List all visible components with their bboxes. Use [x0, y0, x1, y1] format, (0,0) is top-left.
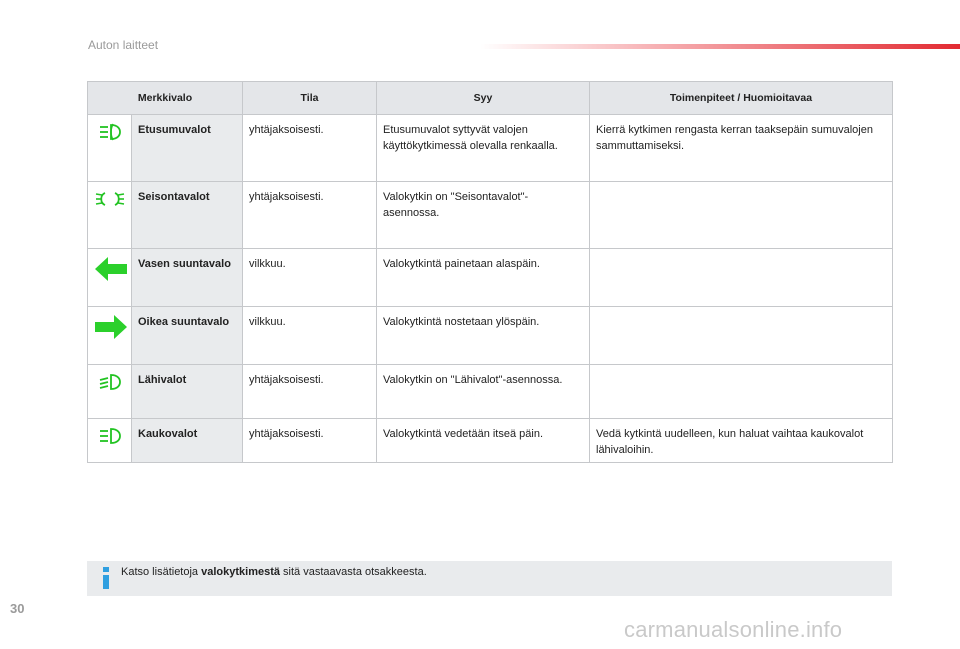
- icon-cell: [88, 365, 132, 419]
- column-header-tila: Tila: [243, 82, 377, 115]
- light-state: yhtäjaksoisesti.: [243, 365, 377, 419]
- info-icon: [99, 566, 113, 590]
- warning-lights-table: [87, 81, 893, 463]
- table-row: [88, 182, 893, 249]
- light-action: [590, 249, 893, 307]
- light-name: Oikea suuntavalo: [132, 307, 243, 365]
- icon-cell: [88, 249, 132, 307]
- table-row: [88, 249, 893, 307]
- info-text-after: sitä vastaavasta otsakkeesta.: [280, 566, 427, 578]
- front-foglight-icon: [97, 122, 123, 142]
- page-number: 30: [10, 601, 25, 616]
- table-row: [88, 365, 893, 419]
- main-beam-icon: [97, 426, 123, 446]
- light-state: vilkkuu.: [243, 249, 377, 307]
- table-header-row: [88, 82, 893, 115]
- light-action: [590, 307, 893, 365]
- light-cause: Valokytkintä vedetään itseä päin.: [377, 419, 590, 463]
- light-cause: Valokytkin on "Seisontavalot"-asennossa.: [377, 182, 590, 249]
- light-cause: Valokytkintä nostetaan ylöspäin.: [377, 307, 590, 365]
- light-cause: Etusumuvalot syttyvät valojen käyttökytkimessä olevalla renkaalla.: [377, 115, 590, 182]
- light-state: yhtäjaksoisesti.: [243, 115, 377, 182]
- right-indicator-icon: [94, 314, 128, 340]
- column-header-toimenpiteet: Toimenpiteet / Huomioitavaa: [590, 82, 893, 115]
- info-text: [121, 566, 427, 578]
- light-name: Vasen suuntavalo: [132, 249, 243, 307]
- icon-cell: [88, 307, 132, 365]
- light-action: Vedä kytkintä uudelleen, kun haluat vaihtaa kaukovalot lähivaloihin.: [590, 419, 893, 463]
- light-action: [590, 365, 893, 419]
- icon-cell: [88, 182, 132, 249]
- info-text-bold: valokytkimestä: [201, 566, 280, 578]
- info-text-before: Katso lisätietoja: [121, 566, 202, 578]
- light-name: Kaukovalot: [132, 419, 243, 463]
- table-row: [88, 307, 893, 365]
- light-action: Kierrä kytkimen rengasta kerran taaksepäin sumuvalojen sammuttamiseksi.: [590, 115, 893, 182]
- column-header-merkkivalo: Merkkivalo: [88, 82, 243, 115]
- left-indicator-icon: [94, 256, 128, 282]
- sidelights-icon: [94, 189, 126, 209]
- section-title: Auton laitteet: [88, 38, 159, 52]
- icon-cell: [88, 115, 132, 182]
- light-name: Seisontavalot: [132, 182, 243, 249]
- light-name: Lähivalot: [132, 365, 243, 419]
- light-state: yhtäjaksoisesti.: [243, 182, 377, 249]
- watermark: carmanualsonline.info: [624, 617, 843, 642]
- table-row: [88, 115, 893, 182]
- light-name: Etusumuvalot: [132, 115, 243, 182]
- header-accent-bar: [480, 44, 960, 49]
- light-cause: Valokytkin on "Lähivalot"-asennossa.: [377, 365, 590, 419]
- table-row: [88, 419, 893, 463]
- light-state: vilkkuu.: [243, 307, 377, 365]
- dipped-beam-icon: [97, 372, 123, 392]
- icon-cell: [88, 419, 132, 463]
- info-note: [87, 561, 892, 596]
- light-cause: Valokytkintä painetaan alaspäin.: [377, 249, 590, 307]
- light-state: yhtäjaksoisesti.: [243, 419, 377, 463]
- column-header-syy: Syy: [377, 82, 590, 115]
- light-action: [590, 182, 893, 249]
